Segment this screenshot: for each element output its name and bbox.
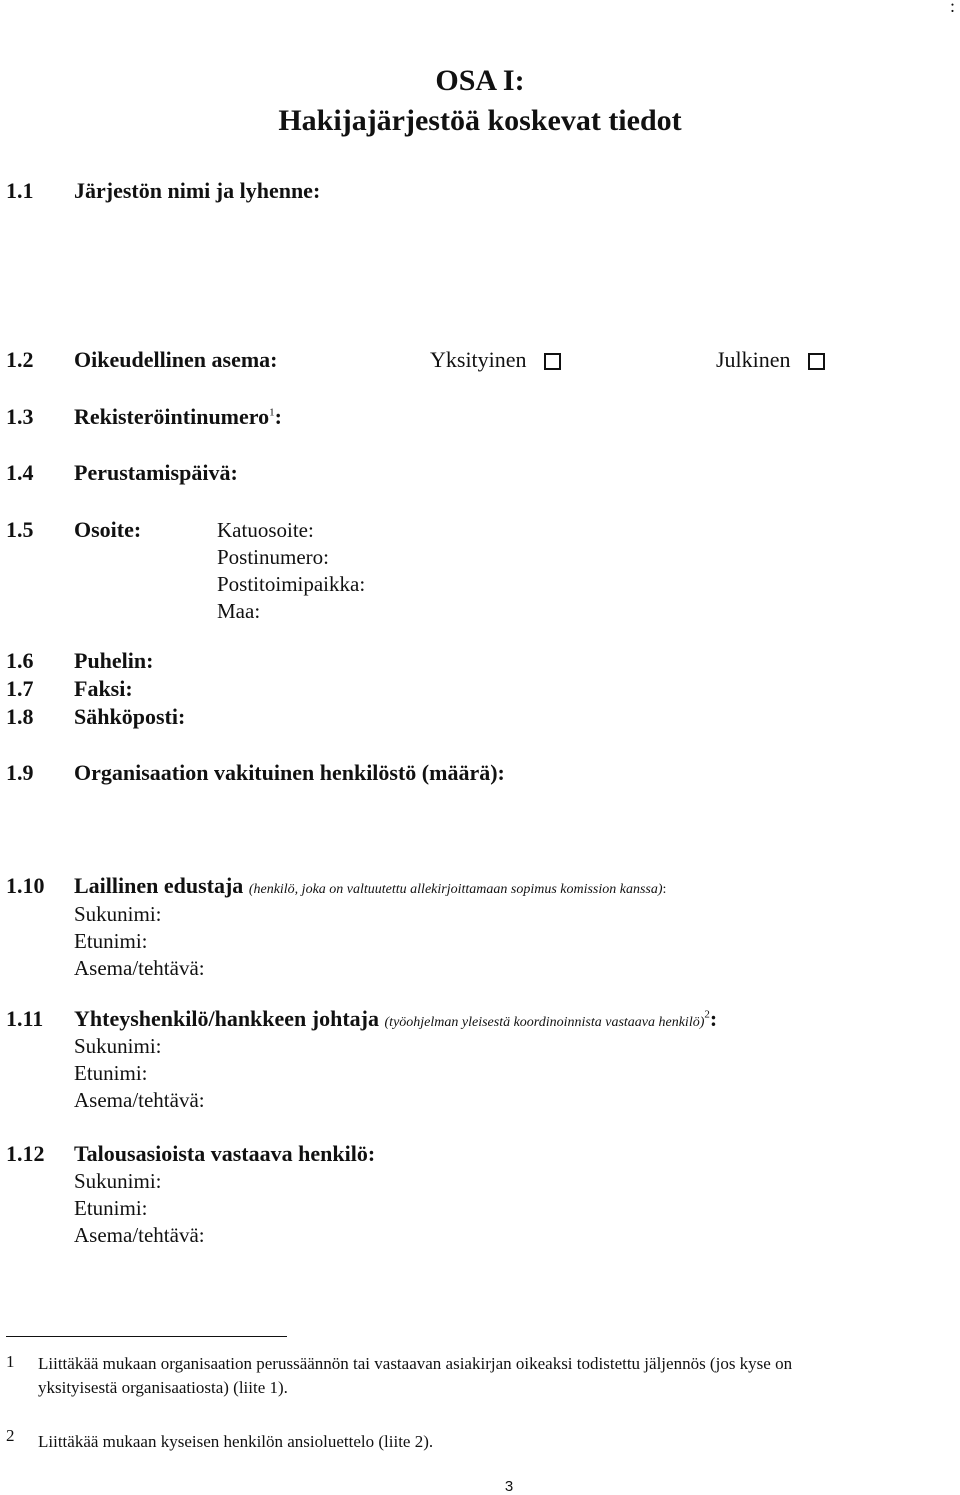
city-label: Postitoimipaikka: [217,572,366,596]
section-number-1-12: 1.12 [6,1141,45,1166]
section-number-1-9: 1.9 [6,760,34,785]
legal-representative-label [74,873,666,899]
option-private-label: Yksityinen [430,347,527,372]
section-number-1-2: 1.2 [6,347,34,372]
legal-status-label: Oikeudellinen asema: [74,347,278,372]
page-number: 3 [504,1478,514,1495]
phone-label: Puhelin: [74,648,154,673]
section-number-1-6: 1.6 [6,648,34,673]
rep-position-label: Asema/tehtävä: [74,956,205,980]
footnote-ref-2: 2 [704,1008,710,1021]
contact-firstname-label: Etunimi: [74,1061,148,1085]
finance-person-label: Talousasioista vastaava henkilö: [74,1141,376,1166]
private-checkbox[interactable] [544,353,561,370]
footnote-2-text: Liittäkää mukaan kyseisen henkilön ansioluettelo (liite 2). [38,1432,434,1451]
footnote-separator [6,1336,287,1337]
rep-firstname-label: Etunimi: [74,929,148,953]
finance-position-label: Asema/tehtävä: [74,1223,205,1247]
section-number-1-1: 1.1 [6,178,34,203]
org-name-label: Järjestön nimi ja lyhenne: [74,178,321,203]
section-number-1-3: 1.3 [6,404,34,429]
corner-mark: : [950,0,956,16]
contact-person-title: Yhteyshenkilö/hankkeen johtaja [74,1006,380,1031]
registration-number-label [74,404,282,430]
finance-surname-label: Sukunimi: [74,1169,162,1193]
contact-person-colon: : [709,1006,718,1031]
section-number-1-4: 1.4 [6,460,34,485]
registration-number-text: Rekisteröintinumero [74,404,270,429]
option-public-label: Julkinen [716,347,791,372]
legal-representative-title: Laillinen edustaja [74,873,244,898]
registration-number-colon: : [274,404,282,429]
founding-date-label: Perustamispäivä: [74,460,238,485]
footnote-1-mark: 1 [6,1352,15,1371]
rep-surname-label: Sukunimi: [74,902,162,926]
finance-firstname-label: Etunimi: [74,1196,148,1220]
section-number-1-8: 1.8 [6,704,34,729]
section-number-1-7: 1.7 [6,676,34,701]
footnote-2-mark: 2 [6,1426,15,1445]
contact-person-label [74,1006,717,1032]
option-public [716,347,825,373]
fax-label: Faksi: [74,676,133,701]
section-number-1-5: 1.5 [6,517,34,542]
legal-representative-colon: : [662,882,667,897]
staff-count-label: Organisaation vakituinen henkilöstö (määrä): [74,760,505,785]
email-label: Sähköposti: [74,704,186,729]
section-number-1-11: 1.11 [6,1006,44,1031]
contact-surname-label: Sukunimi: [74,1034,162,1058]
footnote-1-line-1: Liittäkää mukaan organisaation perussäännön tai vastaavan asiakirjan oikeaksi todistettu jäljennös (jos kyse on [38,1354,793,1373]
footnote-1-line-2: yksityisestä organisaatiosta) (liite 1). [38,1378,288,1397]
country-label: Maa: [217,599,261,623]
part-heading: OSA I: [435,64,525,97]
postcode-label: Postinumero: [217,545,330,569]
option-private [430,347,561,373]
contact-position-label: Asema/tehtävä: [74,1088,205,1112]
section-number-1-10: 1.10 [6,873,45,898]
public-checkbox[interactable] [808,353,825,370]
street-address-label: Katuosoite: [217,518,314,542]
footnote-ref-1: 1 [269,406,275,419]
legal-representative-note: (henkilö, joka on valtuutettu allekirjoittamaan sopimus komission kanssa) [248,882,663,897]
contact-person-note: (työohjelman yleisestä koordinoinnista vastaava henkilö) [384,1015,705,1030]
page-title: Hakijajärjestöä koskevat tiedot [278,104,682,137]
address-label: Osoite: [74,517,142,542]
